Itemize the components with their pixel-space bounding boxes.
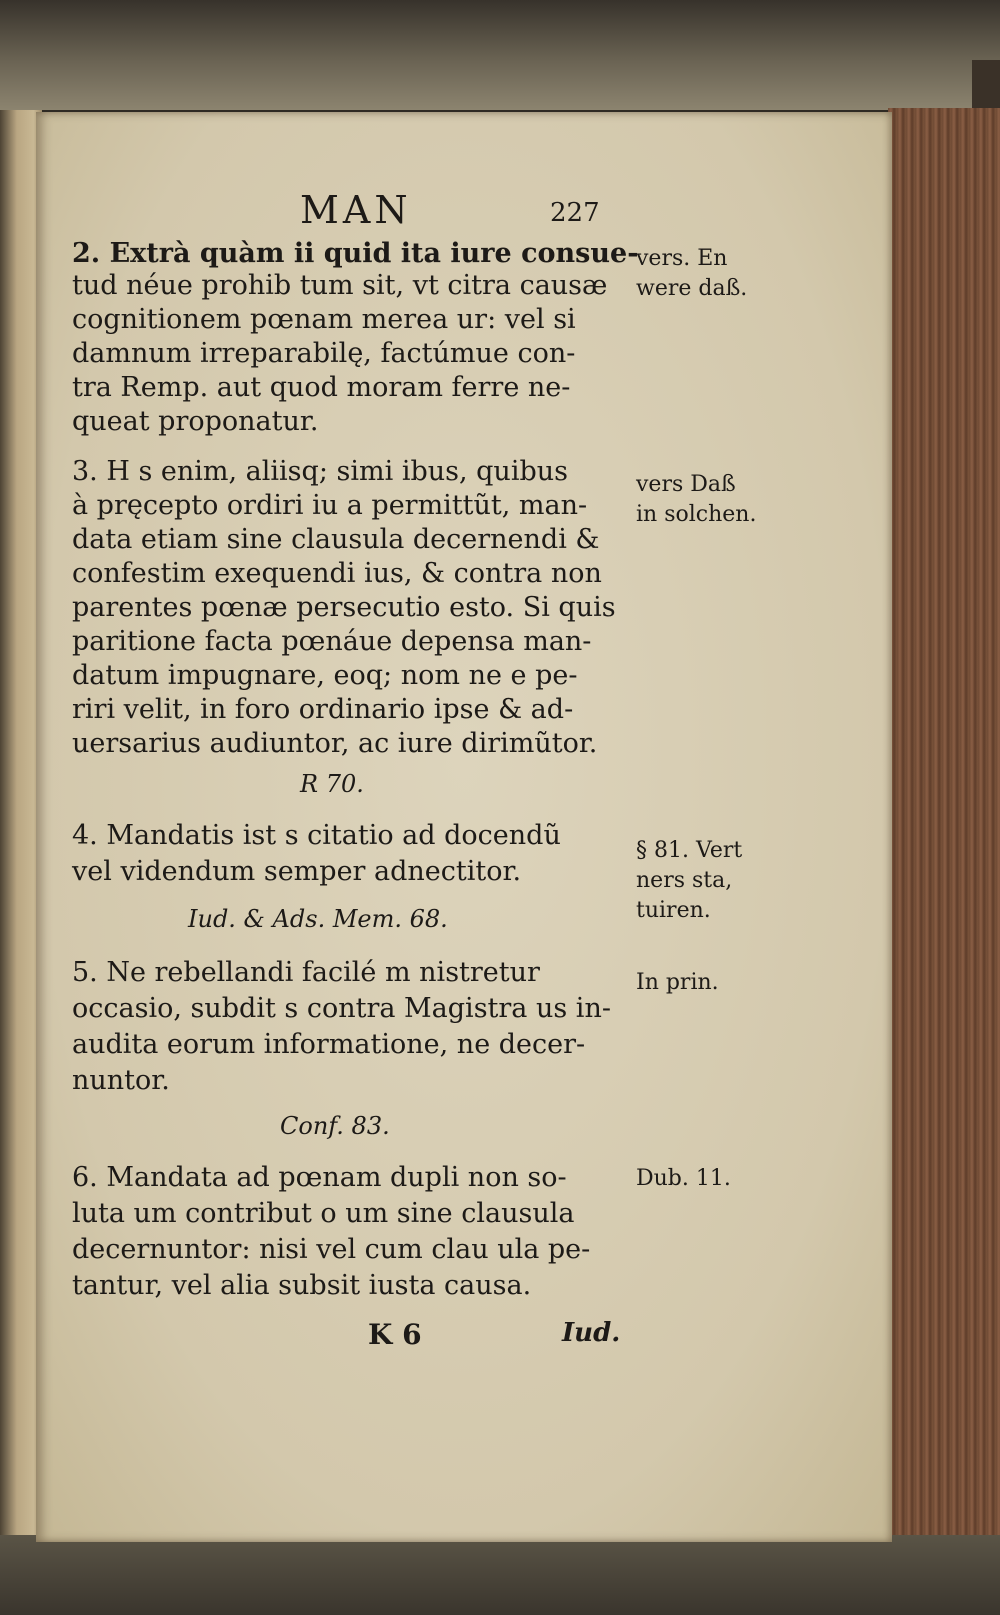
text-line: tud néue prohib tum sit, vt citra causæ (72, 270, 608, 301)
margin-note: ners sta, (636, 868, 733, 893)
text-line: audita eorum informatione, ne decer- (72, 1029, 586, 1060)
margin-note: In prin. (636, 970, 719, 995)
text-line: damnum irreparabilę, factúmue con- (72, 338, 576, 369)
margin-note: were daß. (636, 276, 748, 301)
margin-note: § 81. Vert (636, 838, 743, 863)
background-bottom (0, 1535, 1000, 1615)
text-line: riri velit, in foro ordinario ipse & ad- (72, 694, 574, 725)
text-line: tantur, vel alia subsit iusta causa. (72, 1270, 532, 1301)
reference-line: Conf. 83. (280, 1112, 390, 1140)
text-line: tra Remp. aut quod moram ferre ne- (72, 372, 571, 403)
text-line: 6. Mandata ad pœnam dupli non so- (72, 1162, 567, 1193)
reference-line: Iud. & Ads. Mem. 68. (188, 905, 448, 933)
margin-note: in solchen. (636, 502, 757, 527)
text-line: queat proponatur. (72, 406, 319, 437)
margin-note: Dub. 11. (636, 1166, 731, 1191)
text-line: uersarius audiuntor, ac iure dirimũtor. (72, 728, 598, 759)
text-line: decernuntor: nisi vel cum clau ula pe- (72, 1234, 591, 1265)
signature-mark: K 6 (368, 1318, 422, 1351)
text-line: paritione facta pœnáue depensa man- (72, 626, 592, 657)
text-line: 4. Mandatis ist s citatio ad docendũ (72, 820, 561, 851)
text-line: à pręcepto ordiri iu a permittũt, man- (72, 490, 588, 521)
text-line: confestim exequendi ius, & contra non (72, 558, 602, 589)
text-line: parentes pœnæ persecutio esto. Si quis (72, 592, 616, 623)
margin-note: vers. En (636, 246, 728, 271)
margin-note: vers Daß (636, 472, 736, 497)
text-line: 5. Ne rebellandi facilé m nistretur (72, 957, 540, 988)
text-line: data etiam sine clausula decernendi & (72, 524, 600, 555)
page-number: 227 (550, 198, 600, 228)
text-line: 2. Extrà quàm ii quid ita iure consue- (72, 238, 639, 269)
reference-line: R 70. (300, 770, 364, 798)
text-line: occasio, subdit s contra Magistra us in- (72, 993, 611, 1024)
text-line: nuntor. (72, 1065, 170, 1096)
text-line: vel videndum semper adnectitor. (72, 856, 522, 887)
background-top (0, 0, 1000, 110)
margin-note: tuiren. (636, 898, 711, 923)
text-line: 3. H s enim, aliisq; simi ibus, quibus (72, 456, 568, 487)
page-block-edge (888, 108, 1000, 1548)
text-line: luta um contribut o um sine clausula (72, 1198, 575, 1229)
text-line: cognitionem pœnam merea ur: vel si (72, 304, 576, 335)
catchword: Iud. (562, 1318, 621, 1348)
text-line: datum impugnare, eoq; nom ne e pe- (72, 660, 578, 691)
running-header: MAN (300, 188, 412, 232)
